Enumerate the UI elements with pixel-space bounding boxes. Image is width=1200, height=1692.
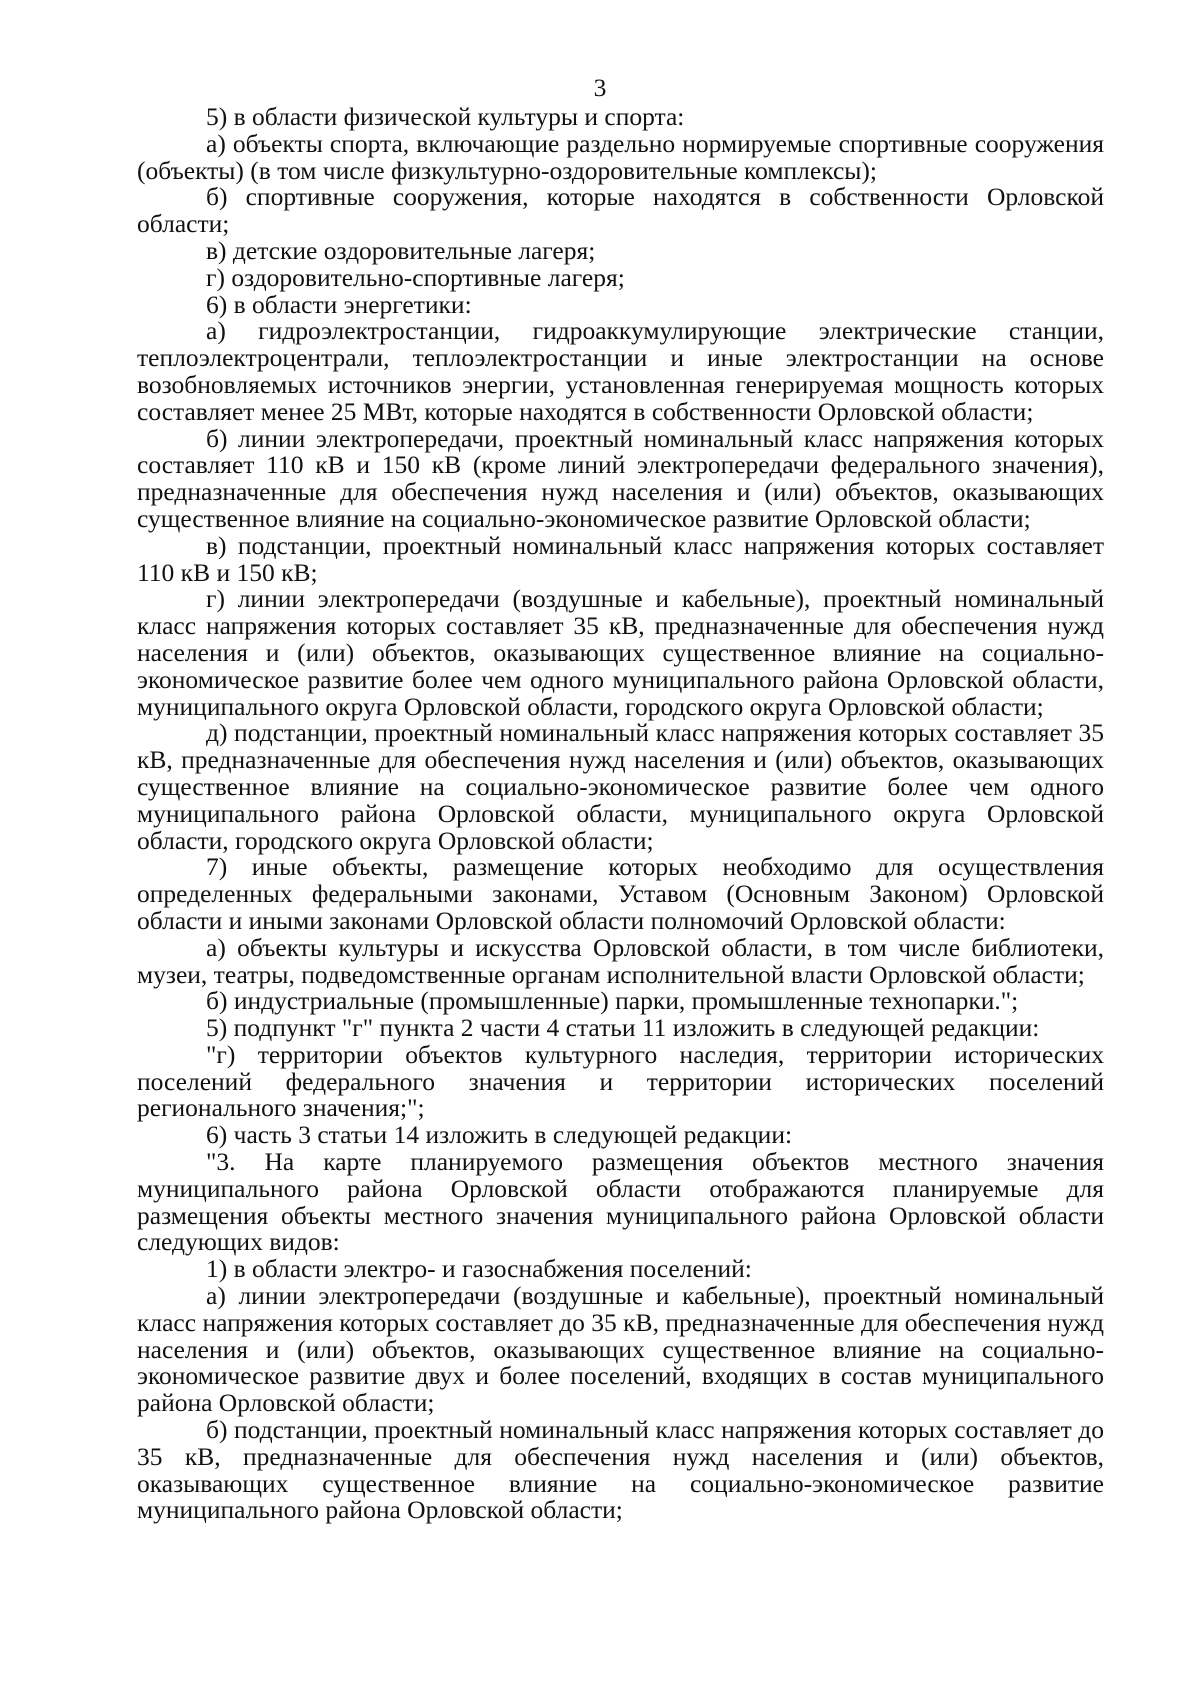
paragraph-energy-b: б) линии электропередачи, проектный номинальный класс напряжения которых составляет 110 кВ и 150 кВ (кроме линий электропередачи федерального значения), предназначенные для обеспечения нужд населения и (или) объектов, оказывающих существенное влияние на социально-экономическое развитие Орловской области; xyxy=(137,423,1104,533)
paragraph-energy-heading: 6) в области энергетики: xyxy=(206,289,472,319)
paragraph-sports-g: г) оздоровительно-спортивные лагеря; xyxy=(206,262,625,292)
document-body xyxy=(137,104,1104,1524)
paragraph-other-heading: 7) иные объекты, размещение которых необходимо для осуществления определенных федеральными законами, Уставом (Основным Законом) Орловской области и иными законами Орловской области полномочий Орловской области: xyxy=(137,852,1104,935)
paragraph-other-b: б) индустриальные (промышленные) парки, промышленные технопарки."; xyxy=(206,986,1019,1016)
paragraph-amendment-6: 6) часть 3 статьи 14 изложить в следующей редакции: xyxy=(206,1120,793,1150)
paragraph-other-a: а) объекты культуры и искусства Орловской области, в том числе библиотеки, музеи, театры, подведомственные органам исполнительной власти Орловской области; xyxy=(137,932,1104,989)
paragraph-amendment-5: 5) подпункт "г" пункта 2 части 4 статьи 11 изложить в следующей редакции: xyxy=(206,1013,1040,1043)
paragraph-supply-b: б) подстанции, проектный номинальный класс напряжения которых составляет до 35 кВ, предназначенные для обеспечения нужд населения и (или) объектов, оказывающих существенное влияние на социально-экономическое развитие муниципального района Орловской области; xyxy=(137,1415,1104,1525)
paragraph-supply-heading: 1) в области электро- и газоснабжения поселений: xyxy=(206,1254,752,1284)
paragraph-energy-a: а) гидроэлектростанции, гидроаккумулирующие электрические станции, теплоэлектроцентрали, теплоэлектростанции и иные электростанции на основе возобновляемых источников энергии, установленная генерируемая мощность которых составляет менее 25 МВт, которые находятся в собственности Орловской области; xyxy=(137,316,1104,426)
paragraph-energy-d: д) подстанции, проектный номинальный класс напряжения которых составляет 35 кВ, предназначенные для обеспечения нужд населения и (или) объектов, оказывающих существенное влияние на социально-экономическое развитие более чем одного муниципального района Орловской области, муниципального округа Орловской области, городского округа Орловской области; xyxy=(137,718,1104,855)
paragraph-amendment-6-text: "3. На карте планируемого размещения объектов местного значения муниципального района Орловской области отображаются планируемые для размещения объекты местного значения муниципального района Орловской области следующих видов: xyxy=(137,1147,1104,1257)
paragraph-sports-v: в) детские оздоровительные лагеря; xyxy=(206,235,596,265)
paragraph-supply-a: а) линии электропередачи (воздушные и кабельные), проектный номинальный класс напряжения которых составляет до 35 кВ, предназначенные для обеспечения нужд населения и (или) объектов, оказывающих существенное влияние на социально-экономическое развитие двух и более поселений, входящих в состав муниципального района Орловской области; xyxy=(137,1281,1104,1418)
paragraph-sports-heading: 5) в области физической культуры и спорта: xyxy=(206,102,685,131)
page-number: 3 xyxy=(593,73,607,102)
paragraph-sports-a: а) объекты спорта, включающие раздельно нормируемые спортивные сооружения (объекты) (в том числе физкультурно-оздоровительные комплексы); xyxy=(137,128,1104,185)
paragraph-amendment-5-text: "г) территории объектов культурного наследия, территории исторических поселений федерального значения и территории исторических поселений регионального значения;"; xyxy=(137,1039,1104,1123)
paragraph-energy-g: г) линии электропередачи (воздушные и кабельные), проектный номинальный класс напряжения которых составляет 35 кВ, предназначенные для обеспечения нужд населения и (или) объектов, оказывающих существенное влияние на социально-экономическое развитие более чем одного муниципального района Орловской области, муниципального округа Орловской области, городского округа Орловской области; xyxy=(137,584,1104,721)
paragraph-energy-v: в) подстанции, проектный номинальный класс напряжения которых составляет 110 кВ и 150 кВ; xyxy=(137,530,1104,587)
paragraph-sports-b: б) спортивные сооружения, которые находятся в собственности Орловской области; xyxy=(137,182,1104,239)
